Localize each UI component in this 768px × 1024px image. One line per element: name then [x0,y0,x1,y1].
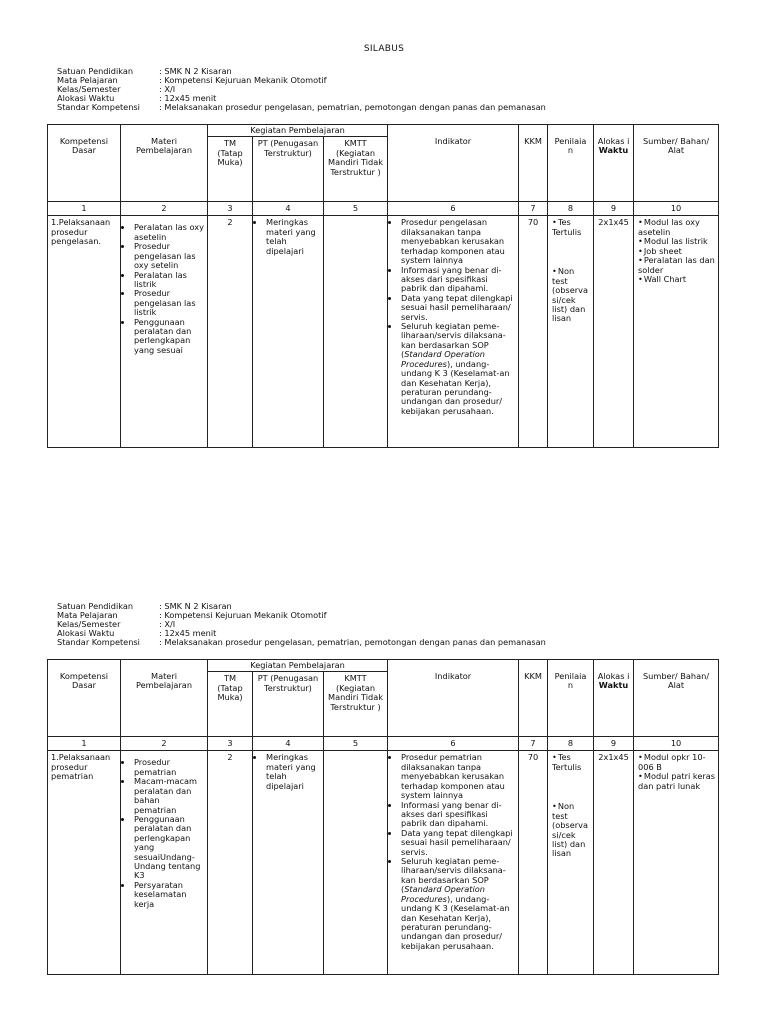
materi-cell [121,751,208,975]
list-item: • Peralatan las listrik [133,271,204,290]
list-item: • Modul las oxy asetelin [637,218,715,237]
list-item: • Meringkas materi yang telah dipelajari [265,218,320,256]
list-item: • Macam-macam peralatan dan bahan pematrian [133,777,204,815]
list-item: • Prosedur pengelasan las listrik [133,289,204,317]
list-item: • Penggunaan peralatan dan perlengkapan yang sesuaiUndang-Undang tentang K3 [133,815,204,881]
meta-value: : 12x45 menit [159,94,216,103]
meta-value: : Kompetensi Kejuruan Mekanik Otomotif [159,76,327,85]
list-item: • Data yang tepat dilengkapi sesuai hasil pemeliharaan/ servis. [400,294,515,322]
header-sumber: Sumber/ Bahan/ Alat [634,660,719,737]
meta-block-1 [57,67,617,112]
header-kkm: KKM [519,125,548,202]
meta-label: Satuan Pendidikan [57,66,134,76]
column-number-row: 1 2 3 4 5 6 7 8 9 10 [48,737,719,751]
pt-cell [253,751,324,975]
table-row [48,751,719,975]
kmtt-cell [324,216,388,448]
kkm-cell: 70 [519,216,548,448]
alokasi-cell: 2x1x45 [594,216,634,448]
header-kegiatan: Kegiatan Pembelajaran [208,125,388,137]
syllabus-table-1 [47,124,719,448]
header-alokasi: Alokas i Waktu [594,660,634,737]
meta-block-2 [57,602,617,647]
header-pt: PT (Penugasan Terstruktur) [253,672,324,737]
meta-label: Alokasi Waktu [57,628,115,639]
list-item: • Non test (observa si/cek list) dan lisan [551,802,590,859]
meta-label: Kelas/Semester [57,619,121,630]
header-kkm: KKM [519,660,548,737]
meta-row [57,638,617,647]
list-item: • Penggunaan peralatan dan perlengkapan yang sesuai [133,318,204,356]
header-penilaian: Penilaia n [548,660,594,737]
list-item: • Prosedur pematrian dilaksanakan tanpa menyebabkan kerusakan terhadap komponen atau system lainnya [400,753,515,800]
list-item: • Tes Tertulis [551,753,590,772]
tm-cell: 2 [208,216,253,448]
meta-label: Kelas/Semester [57,84,121,95]
sumber-cell [634,216,719,448]
header-kegiatan: Kegiatan Pembelajaran [208,660,388,672]
indikator-cell [388,751,519,975]
meta-value: : Melaksanakan prosedur pengelasan, pematrian, pemotongan dengan panas dan pemanasan [159,638,546,647]
meta-label: Standar Kompetensi [57,102,140,113]
column-number-row: 1 2 3 4 5 6 7 8 9 10 [48,202,719,216]
list-item: • Modul patri keras dan patri lunak [637,772,715,791]
kkm-cell: 70 [519,751,548,975]
header-penilaian: Penilaia n [548,125,594,202]
header-kompetensi-dasar: Kompetensi Dasar [48,660,121,737]
penilaian-cell [548,751,594,975]
document-title: SILABUS [363,44,405,54]
kompetensi-cell: 1.Pelaksanaan prosedur pengelasan. [48,216,121,448]
list-item: • Job sheet [637,247,715,256]
header-kompetensi-dasar: Kompetensi Dasar [48,125,121,202]
kmtt-cell [324,751,388,975]
meta-row [57,611,617,620]
header-kmtt: KMTT (Kegiatan Mandiri Tidak Terstruktur ) [324,672,388,737]
sumber-cell [634,751,719,975]
list-item: • Persyaratan keselamatan kerja [133,881,204,909]
header-materi: Materi Pembelajaran [121,660,208,737]
list-item: • Seluruh kegiatan peme-liharaan/servis dilaksana-kan berdasarkan SOP (Standard Operation Procedures), undang-undang K 3 (Keselamat-an dan Kesehatan Kerja), peraturan perundang-undangan dan prosedur/ kebijakan perusahaan. [400,322,515,416]
list-item: • Meringkas materi yang telah dipelajari [265,753,320,791]
list-item: • Prosedur pengelasan las oxy setelin [133,242,204,270]
syllabus-table-2 [47,659,719,975]
list-item: • Wall Chart [637,275,715,284]
penilaian-cell [548,216,594,448]
list-item: • Non test (observa si/cek list) dan lisan [551,267,590,324]
meta-label: Mata Pelajaran [57,610,118,621]
meta-row [57,602,617,611]
list-item: • Prosedur pematrian [133,758,204,777]
meta-label: Standar Kompetensi [57,637,140,648]
header-tm: TM (Tatap Muka) [208,137,253,202]
alokasi-cell: 2x1x45 [594,751,634,975]
header-sumber: Sumber/ Bahan/ Alat [634,125,719,202]
header-tm: TM (Tatap Muka) [208,672,253,737]
meta-row [57,67,617,76]
list-item: • Peralatan las dan solder [637,256,715,275]
list-item: • Seluruh kegiatan peme-liharaan/servis dilaksana-kan berdasarkan SOP (Standard Operation Procedures), undang-undang K 3 (Keselamat-an dan Kesehatan Kerja), peraturan perundang-undangan dan prosedur/ kebijakan perusahaan. [400,857,515,951]
meta-row [57,85,617,94]
header-kmtt: KMTT (Kegiatan Mandiri Tidak Terstruktur ) [324,137,388,202]
meta-value: : Melaksanakan prosedur pengelasan, pematrian, pemotongan dengan panas dan pemanasan [159,103,546,112]
meta-row [57,620,617,629]
list-item: • Modul las listrik [637,237,715,246]
header-indikator: Indikator [388,660,519,737]
list-item: • Tes Tertulis [551,218,590,237]
meta-label: Alokasi Waktu [57,93,115,104]
meta-label: Mata Pelajaran [57,75,118,86]
materi-cell [121,216,208,448]
list-item: • Informasi yang benar di-akses dari spesifikasi pabrik dan dipahami. [400,801,515,829]
meta-row [57,76,617,85]
header-materi: Materi Pembelajaran [121,125,208,202]
kompetensi-cell: 1.Pelaksanaan prosedur pematrian [48,751,121,975]
list-item: • Prosedur pengelasan dilaksanakan tanpa menyebabkan kerusakan terhadap komponen atau system lainnya [400,218,515,265]
list-item: • Informasi yang benar di-akses dari spesifikasi pabrik dan dipahami. [400,266,515,294]
indikator-cell [388,216,519,448]
meta-value: : SMK N 2 Kisaran [159,67,232,76]
list-item: • Peralatan las oxy asetelin [133,223,204,242]
meta-label: Satuan Pendidikan [57,601,134,611]
table-row [48,216,719,448]
list-item: • Modul opkr 10-006 B [637,753,715,772]
meta-value: : SMK N 2 Kisaran [159,602,232,611]
pt-cell [253,216,324,448]
header-pt: PT (Penugasan Terstruktur) [253,137,324,202]
meta-value: : X/I [159,620,175,629]
tm-cell: 2 [208,751,253,975]
header-indikator: Indikator [388,125,519,202]
meta-value: : Kompetensi Kejuruan Mekanik Otomotif [159,611,327,620]
list-item: • Data yang tepat dilengkapi sesuai hasil pemeliharaan/ servis. [400,829,515,857]
header-alokasi: Alokas i Waktu [594,125,634,202]
meta-value: : X/I [159,85,175,94]
meta-value: : 12x45 menit [159,629,216,638]
meta-row [57,103,617,112]
